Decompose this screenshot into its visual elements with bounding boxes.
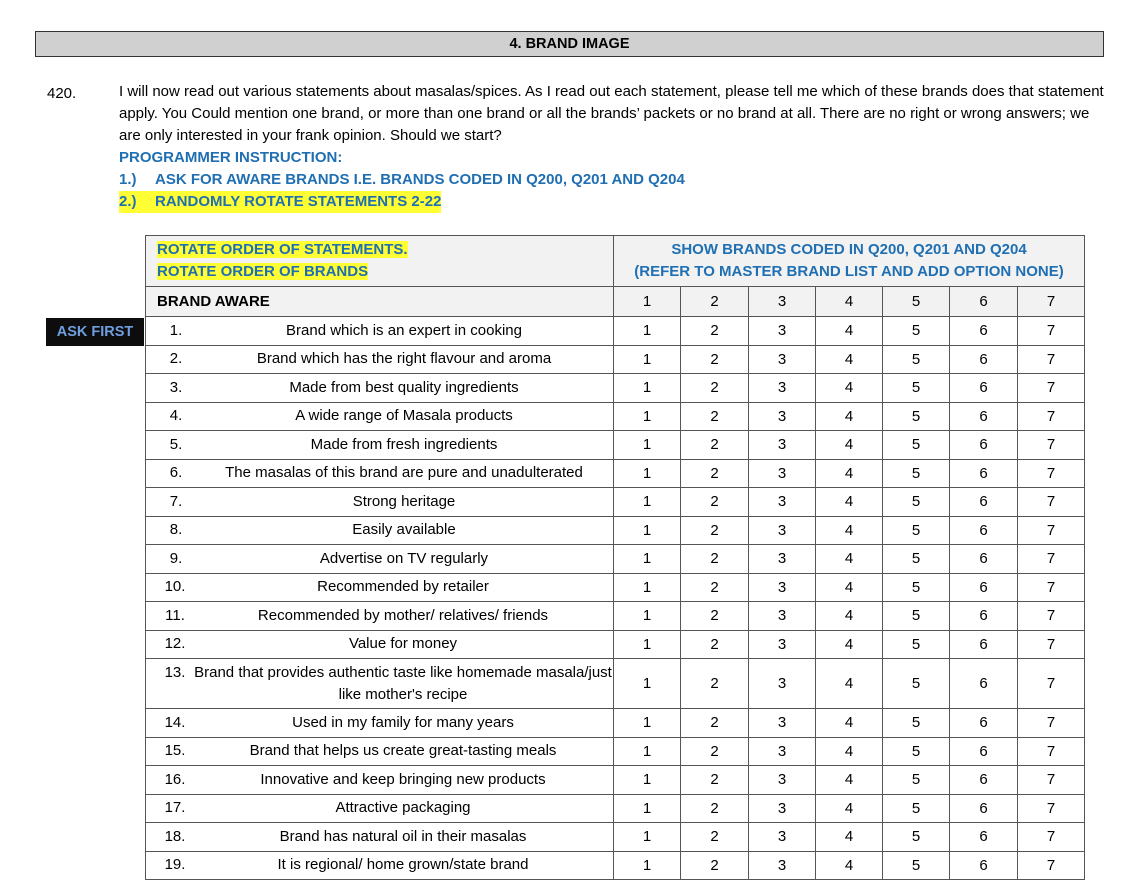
instruction-text: RANDOMLY ROTATE STATEMENTS 2-22: [155, 193, 442, 210]
statement-number: 12.: [164, 635, 186, 653]
brand-code-cell[interactable]: 3: [749, 823, 816, 852]
brand-code-cell[interactable]: 3: [749, 431, 816, 460]
brand-code-cell[interactable]: 6: [950, 823, 1018, 852]
brand-code-cell[interactable]: 3: [749, 345, 816, 374]
brand-code-cell[interactable]: 7: [1018, 488, 1085, 517]
show-brands-line1: SHOW BRANDS CODED IN Q200, Q201 AND Q204: [671, 241, 1027, 258]
brand-code-cell[interactable]: 7: [1018, 659, 1085, 709]
brand-code-cell[interactable]: 1: [614, 345, 681, 374]
brand-code-cell[interactable]: 2: [681, 766, 749, 795]
statement-text: Made from fresh ingredients: [310, 435, 498, 453]
brand-code-cell[interactable]: 4: [816, 851, 883, 880]
brand-code-cell[interactable]: 6: [950, 516, 1018, 545]
programmer-instruction-label: PROGRAMMER INSTRUCTION:: [119, 149, 343, 166]
brand-code-cell[interactable]: 2: [681, 459, 749, 488]
brand-code-cell[interactable]: 3: [749, 630, 816, 659]
brand-code-cell[interactable]: 4: [816, 545, 883, 574]
brand-code-cell[interactable]: 5: [883, 630, 950, 659]
table-row: [146, 766, 1085, 795]
brand-code-header: 6: [950, 287, 1018, 317]
brand-code-cell[interactable]: 6: [950, 431, 1018, 460]
brand-code-cell[interactable]: 6: [950, 851, 1018, 880]
brand-code-cell[interactable]: 4: [816, 709, 883, 738]
statement-text: Recommended by retailer: [317, 578, 489, 596]
brand-code-cell[interactable]: 7: [1018, 545, 1085, 574]
statement-wrap: [157, 377, 613, 399]
statement-cell: [146, 459, 614, 488]
brand-code-cell[interactable]: 6: [950, 737, 1018, 766]
brand-code-cell[interactable]: 7: [1018, 402, 1085, 431]
statement-cell: [146, 709, 614, 738]
statement-cell: [146, 488, 614, 517]
brand-code-cell[interactable]: 7: [1018, 602, 1085, 631]
brand-code-cell[interactable]: 6: [950, 766, 1018, 795]
brand-code-cell[interactable]: 5: [883, 516, 950, 545]
statement-wrap: [157, 826, 613, 848]
statement-text: Recommended by mother/ relatives/ friends: [257, 606, 549, 624]
brand-code-cell[interactable]: 6: [950, 402, 1018, 431]
brand-code-cell[interactable]: 1: [614, 709, 681, 738]
brand-code-cell[interactable]: 3: [749, 459, 816, 488]
brand-code-cell[interactable]: 7: [1018, 737, 1085, 766]
statement-cell: [146, 545, 614, 574]
brand-code-cell[interactable]: 7: [1018, 317, 1085, 346]
brand-code-cell[interactable]: 6: [950, 488, 1018, 517]
brand-code-cell[interactable]: 6: [950, 345, 1018, 374]
statement-wrap: [157, 740, 613, 762]
statement-cell: [146, 602, 614, 631]
brand-code-cell[interactable]: 6: [950, 709, 1018, 738]
brand-code-cell[interactable]: 4: [816, 737, 883, 766]
brand-code-header: 2: [681, 287, 749, 317]
statement-number: 19.: [164, 856, 186, 874]
statement-number: 16.: [164, 770, 186, 788]
brand-code-cell[interactable]: 7: [1018, 516, 1085, 545]
brand-code-cell[interactable]: 2: [681, 823, 749, 852]
section-title: 4. BRAND IMAGE: [35, 31, 1104, 57]
brand-code-cell[interactable]: 4: [816, 602, 883, 631]
table-row: [146, 402, 1085, 431]
brand-code-cell[interactable]: 2: [681, 630, 749, 659]
table-row: [146, 709, 1085, 738]
statement-number: 17.: [164, 799, 186, 817]
brand-code-cell[interactable]: 5: [883, 794, 950, 823]
table-row: [146, 317, 1085, 346]
statement-text: Attractive packaging: [335, 799, 471, 817]
table-row: [146, 516, 1085, 545]
statement-cell: [146, 794, 614, 823]
brand-code-cell[interactable]: 7: [1018, 709, 1085, 738]
brand-code-cell[interactable]: 4: [816, 402, 883, 431]
statement-wrap: [157, 797, 613, 819]
table-row: [146, 737, 1085, 766]
brand-code-cell[interactable]: 4: [816, 317, 883, 346]
brand-code-cell[interactable]: 2: [681, 317, 749, 346]
statement-wrap: [157, 854, 613, 876]
statement-number: 14.: [164, 713, 186, 731]
brand-code-cell[interactable]: 1: [614, 851, 681, 880]
brand-code-cell[interactable]: 4: [816, 374, 883, 403]
brand-code-cell[interactable]: 4: [816, 659, 883, 709]
statement-wrap: [157, 434, 613, 456]
brand-code-cell[interactable]: 2: [681, 573, 749, 602]
brand-code-cell[interactable]: 6: [950, 545, 1018, 574]
statement-text: Brand which has the right flavour and aroma: [256, 350, 552, 368]
statement-wrap: [157, 576, 613, 598]
statement-number: 13.: [164, 663, 186, 681]
brand-code-cell[interactable]: 4: [816, 345, 883, 374]
rotate-instructions-cell: [146, 236, 614, 287]
statement-wrap: [157, 633, 613, 655]
brand-code-cell[interactable]: 1: [614, 317, 681, 346]
statement-text: Used in my family for many years: [292, 713, 514, 731]
brand-code-cell[interactable]: 3: [749, 402, 816, 431]
brand-code-cell[interactable]: 1: [614, 602, 681, 631]
brand-code-cell[interactable]: 4: [816, 794, 883, 823]
brand-code-cell[interactable]: 3: [749, 545, 816, 574]
table-row: [146, 431, 1085, 460]
statement-cell: [146, 851, 614, 880]
brand-code-cell[interactable]: 3: [749, 794, 816, 823]
brand-code-cell[interactable]: 5: [883, 573, 950, 602]
statement-number: 6.: [169, 464, 183, 482]
brand-code-cell[interactable]: 6: [950, 794, 1018, 823]
statement-number: 5.: [169, 435, 183, 453]
statement-cell: [146, 630, 614, 659]
brand-code-cell[interactable]: 2: [681, 602, 749, 631]
statement-text: A wide range of Masala products: [295, 407, 513, 425]
brand-code-cell[interactable]: 5: [883, 488, 950, 517]
statement-cell: [146, 516, 614, 545]
statement-text: Innovative and keep bringing new products: [260, 770, 546, 788]
rotate-brands-text: ROTATE ORDER OF BRANDS: [157, 263, 369, 280]
brand-code-cell[interactable]: 3: [749, 573, 816, 602]
brand-code-cell[interactable]: 2: [681, 516, 749, 545]
brand-code-cell[interactable]: 5: [883, 737, 950, 766]
brand-code-cell[interactable]: 5: [883, 402, 950, 431]
statement-text: Strong heritage: [352, 492, 456, 510]
question-block: [119, 81, 1104, 213]
statement-cell: [146, 345, 614, 374]
brand-code-cell[interactable]: 2: [681, 659, 749, 709]
statement-text: Advertise on TV regularly: [319, 549, 489, 567]
brand-code-cell[interactable]: 4: [816, 766, 883, 795]
instruction-text: ASK FOR AWARE BRANDS I.E. BRANDS CODED IN Q200, Q201 AND Q204: [155, 171, 685, 188]
brand-code-cell[interactable]: 3: [749, 602, 816, 631]
brand-code-cell[interactable]: 4: [816, 488, 883, 517]
statement-number: 11.: [165, 606, 185, 624]
statement-cell: [146, 402, 614, 431]
brand-code-cell[interactable]: 6: [950, 459, 1018, 488]
brand-code-cell[interactable]: 2: [681, 431, 749, 460]
brand-code-cell[interactable]: 7: [1018, 345, 1085, 374]
brand-code-cell[interactable]: 4: [816, 573, 883, 602]
brand-image-grid: [145, 235, 1085, 880]
table-row: [146, 345, 1085, 374]
show-brands-line2: (REFER TO MASTER BRAND LIST AND ADD OPTION NONE): [634, 263, 1064, 280]
statement-wrap: [157, 462, 613, 484]
brand-code-cell[interactable]: 6: [950, 317, 1018, 346]
brand-code-cell[interactable]: 3: [749, 737, 816, 766]
brand-code-cell[interactable]: 7: [1018, 851, 1085, 880]
statement-wrap: [157, 519, 613, 541]
brand-code-cell[interactable]: 3: [749, 488, 816, 517]
statement-cell: [146, 823, 614, 852]
brand-code-cell[interactable]: 1: [614, 545, 681, 574]
instruction-2-highlight: [119, 191, 441, 213]
brand-code-cell[interactable]: 7: [1018, 766, 1085, 795]
instruction-2: [119, 191, 1104, 213]
brand-code-cell[interactable]: 7: [1018, 573, 1085, 602]
brand-code-cell[interactable]: 5: [883, 709, 950, 738]
brand-code-header: 4: [816, 287, 883, 317]
table-row: [146, 630, 1085, 659]
statement-text: Made from best quality ingredients: [289, 378, 519, 396]
brand-code-cell[interactable]: 2: [681, 851, 749, 880]
table-row: [146, 374, 1085, 403]
statement-number: 7.: [169, 492, 183, 510]
brand-code-cell[interactable]: 6: [950, 630, 1018, 659]
brand-code-header: 3: [749, 287, 816, 317]
brand-code-cell[interactable]: 1: [614, 402, 681, 431]
table-row: [146, 573, 1085, 602]
show-brands-cell: [614, 236, 1085, 287]
brand-code-cell[interactable]: 5: [883, 459, 950, 488]
statement-wrap: [157, 712, 613, 734]
brand-code-cell[interactable]: 3: [749, 516, 816, 545]
statement-cell: [146, 737, 614, 766]
brand-code-cell[interactable]: 4: [816, 459, 883, 488]
table-row: [146, 545, 1085, 574]
rotate-statements-text: ROTATE ORDER OF STATEMENTS.: [157, 241, 408, 258]
brand-code-cell[interactable]: 2: [681, 545, 749, 574]
statement-wrap: [157, 320, 613, 342]
brand-code-cell[interactable]: 1: [614, 823, 681, 852]
statement-cell: [146, 317, 614, 346]
statement-text: Brand which is an expert in cooking: [286, 321, 522, 339]
statement-text: The masalas of this brand are pure and unadulterated: [225, 464, 583, 482]
brand-code-cell[interactable]: 5: [883, 659, 950, 709]
brand-code-cell[interactable]: 5: [883, 823, 950, 852]
table-row: [146, 823, 1085, 852]
statement-number: 15.: [164, 742, 186, 760]
brand-code-cell[interactable]: 4: [816, 823, 883, 852]
statement-cell: [146, 659, 614, 709]
brand-code-cell[interactable]: 2: [681, 345, 749, 374]
brand-code-cell[interactable]: 1: [614, 630, 681, 659]
brand-code-cell[interactable]: 1: [614, 573, 681, 602]
statement-number: 1.: [169, 321, 183, 339]
statement-wrap: [157, 769, 613, 791]
statement-number: 2.: [169, 350, 183, 368]
brand-code-cell[interactable]: 5: [883, 345, 950, 374]
statement-wrap: [157, 605, 613, 627]
statement-text: Easily available: [352, 521, 456, 539]
brand-code-cell[interactable]: 4: [816, 516, 883, 545]
brand-code-cell[interactable]: 3: [749, 851, 816, 880]
ask-first-label: ASK FIRST: [46, 318, 144, 346]
statement-text: Brand has natural oil in their masalas: [279, 827, 527, 845]
brand-code-cell[interactable]: 2: [681, 794, 749, 823]
brand-code-cell[interactable]: 1: [614, 737, 681, 766]
table-row: [146, 851, 1085, 880]
statement-cell: [146, 766, 614, 795]
statement-text: Value for money: [348, 635, 458, 653]
brand-code-cell[interactable]: 7: [1018, 823, 1085, 852]
brand-code-cell[interactable]: 7: [1018, 459, 1085, 488]
table-row: [146, 602, 1085, 631]
statement-cell: [146, 431, 614, 460]
brand-code-cell[interactable]: 3: [749, 659, 816, 709]
table-row: [146, 459, 1085, 488]
brand-code-cell[interactable]: 2: [681, 374, 749, 403]
statement-text: Brand that helps us create great-tasting meals: [249, 742, 557, 760]
brand-code-cell[interactable]: 1: [614, 794, 681, 823]
brand-aware-label: BRAND AWARE: [146, 287, 614, 317]
brand-code-cell[interactable]: 1: [614, 516, 681, 545]
brand-code-cell[interactable]: 7: [1018, 431, 1085, 460]
brand-code-cell[interactable]: 7: [1018, 630, 1085, 659]
brand-code-cell[interactable]: 5: [883, 602, 950, 631]
statement-wrap: [157, 491, 613, 513]
statement-number: 10.: [164, 578, 186, 596]
table-row: [146, 794, 1085, 823]
brand-code-cell[interactable]: 6: [950, 374, 1018, 403]
instruction-number: 1.): [119, 171, 137, 188]
brand-code-cell[interactable]: 7: [1018, 374, 1085, 403]
brand-aware-row: [146, 287, 1085, 317]
brand-code-cell[interactable]: 3: [749, 317, 816, 346]
statement-text: It is regional/ home grown/state brand: [277, 856, 529, 874]
statement-number: 3.: [169, 378, 183, 396]
brand-code-cell[interactable]: 2: [681, 737, 749, 766]
brand-code-cell[interactable]: 5: [883, 766, 950, 795]
brand-code-cell[interactable]: 1: [614, 431, 681, 460]
brand-code-cell[interactable]: 5: [883, 374, 950, 403]
brand-code-cell[interactable]: 2: [681, 488, 749, 517]
brand-code-cell[interactable]: 5: [883, 317, 950, 346]
brand-code-header: 5: [883, 287, 950, 317]
brand-code-cell[interactable]: 3: [749, 709, 816, 738]
statement-wrap: [157, 348, 613, 370]
statement-number: 4.: [169, 407, 183, 425]
brand-code-cell[interactable]: 2: [681, 709, 749, 738]
brand-code-cell[interactable]: 1: [614, 459, 681, 488]
programmer-instruction: [119, 147, 1104, 213]
brand-code-cell[interactable]: 7: [1018, 794, 1085, 823]
brand-code-cell[interactable]: 6: [950, 573, 1018, 602]
brand-code-cell[interactable]: 5: [883, 851, 950, 880]
brand-code-cell[interactable]: 3: [749, 766, 816, 795]
table-row: [146, 659, 1085, 709]
statement-cell: [146, 573, 614, 602]
brand-code-cell[interactable]: 2: [681, 402, 749, 431]
question-number: 420.: [47, 85, 77, 102]
statement-number: 9.: [169, 549, 183, 567]
statement-text: Brand that provides authentic taste like homemade masala/just like mother's recipe: [194, 663, 612, 703]
brand-code-cell[interactable]: 1: [614, 488, 681, 517]
brand-code-cell[interactable]: 1: [614, 659, 681, 709]
brand-code-cell[interactable]: 4: [816, 431, 883, 460]
statement-wrap: [157, 405, 613, 427]
statement-number: 8.: [169, 521, 183, 539]
brand-code-cell[interactable]: 3: [749, 374, 816, 403]
statement-wrap: [157, 548, 613, 570]
brand-code-cell[interactable]: 5: [883, 431, 950, 460]
brand-code-cell[interactable]: 5: [883, 545, 950, 574]
statement-number: 18.: [164, 827, 186, 845]
brand-code-header: 7: [1018, 287, 1085, 317]
brand-code-cell[interactable]: 1: [614, 766, 681, 795]
brand-code-cell[interactable]: 6: [950, 602, 1018, 631]
brand-code-cell[interactable]: 6: [950, 659, 1018, 709]
statement-wrap: [157, 662, 613, 706]
instruction-number: 2.): [119, 193, 137, 210]
instruction-1: [119, 169, 1104, 191]
brand-code-header: 1: [614, 287, 681, 317]
brand-code-cell[interactable]: 1: [614, 374, 681, 403]
question-text: I will now read out various statements about masalas/spices. As I read out each statement, please tell me which of these brands does that statement apply. You Could mention one brand, or more than one brand or all the brands’ packets or no brand at all. There are no right or wrong answers; we are only interested in your frank opinion. Should we start?: [119, 83, 1104, 144]
table-row: [146, 488, 1085, 517]
grid-header-row: [146, 236, 1085, 287]
statement-cell: [146, 374, 614, 403]
brand-code-cell[interactable]: 4: [816, 630, 883, 659]
